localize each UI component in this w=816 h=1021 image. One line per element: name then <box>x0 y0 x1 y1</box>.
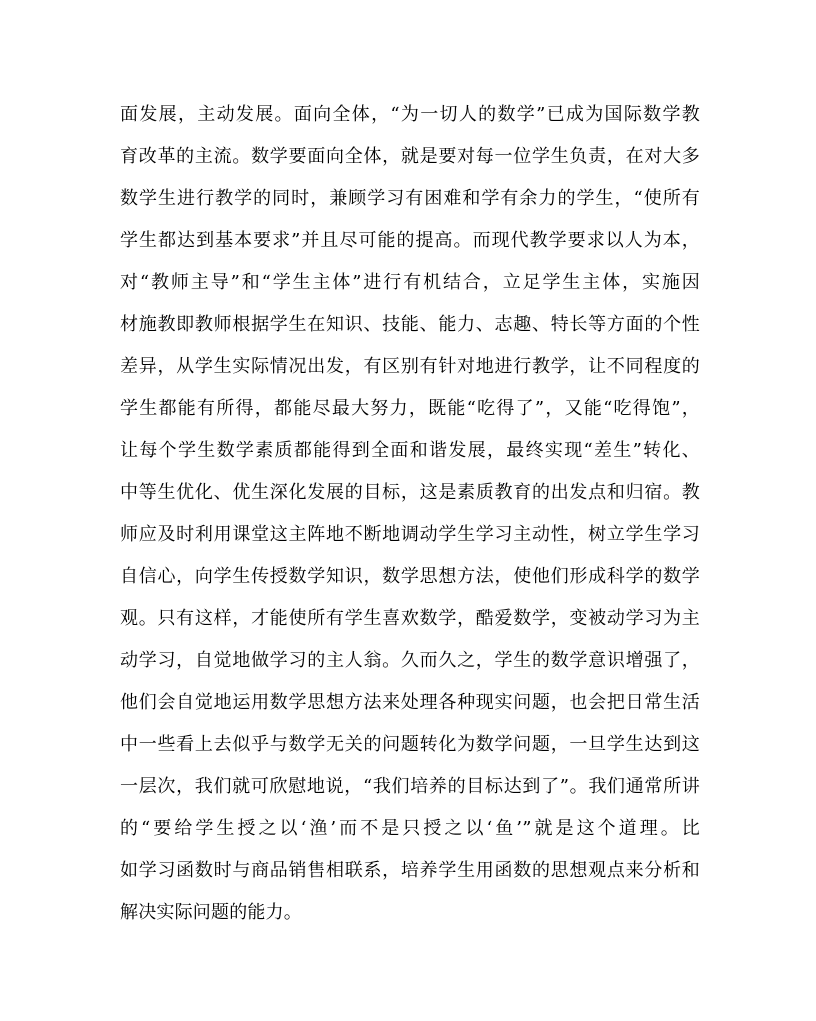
text-line-17: 一层次，我们就可欣慰地说，“我们培养的目标达到了”。我们通常所讲 <box>120 776 700 797</box>
text-line-8: 学生都能有所得，都能尽最大努力，既能“吃得了”，又能“吃得饱”， <box>120 398 700 419</box>
text-line-6: 材施教即教师根据学生在知识、技能、能力、志趣、特长等方面的个性 <box>120 314 700 335</box>
text-line-3: 数学生进行教学的同时，兼顾学习有困难和学有余力的学生，“使所有 <box>120 188 700 209</box>
text-line-1: 面发展，主动发展。面向全体，“为一切人的数学”已成为国际数学教 <box>120 104 700 125</box>
text-line-9: 让每个学生数学素质都能得到全面和谐发展，最终实现“差生”转化、 <box>120 440 700 461</box>
text-line-20: 解决实际问题的能力。 <box>120 902 302 923</box>
text-line-15: 他们会自觉地运用数学思想方法来处理各种现实问题，也会把日常生活 <box>120 692 700 713</box>
text-line-5: 对“教师主导”和“学生主体”进行有机结合，立足学生主体，实施因 <box>120 272 700 293</box>
text-line-16: 中一些看上去似乎与数学无关的问题转化为数学问题，一旦学生达到这 <box>120 734 700 755</box>
text-line-11: 师应及时利用课堂这主阵地不断地调动学生学习主动性，树立学生学习 <box>120 524 700 545</box>
text-line-10: 中等生优化、优生深化发展的目标，这是素质教育的出发点和归宿。教 <box>120 482 700 503</box>
text-line-14: 动学习，自觉地做学习的主人翁。久而久之，学生的数学意识增强了， <box>120 650 700 671</box>
text-line-12: 自信心，向学生传授数学知识，数学思想方法，使他们形成科学的数学 <box>120 566 700 587</box>
body-paragraph <box>120 94 700 934</box>
text-line-7: 差异，从学生实际情况出发，有区别有针对地进行教学，让不同程度的 <box>120 356 700 377</box>
text-line-19: 如学习函数时与商品销售相联系，培养学生用函数的思想观点来分析和 <box>120 860 700 881</box>
text-line-18: 的“要给学生授之以‘渔’而不是只授之以‘鱼’”就是这个道理。比 <box>120 818 700 839</box>
text-line-2: 育改革的主流。数学要面向全体，就是要对每一位学生负责，在对大多 <box>120 146 700 167</box>
text-line-4: 学生都达到基本要求”并且尽可能的提高。而现代教学要求以人为本， <box>120 230 700 251</box>
text-line-13: 观。只有这样，才能使所有学生喜欢数学，酷爱数学，变被动学习为主 <box>120 608 700 629</box>
